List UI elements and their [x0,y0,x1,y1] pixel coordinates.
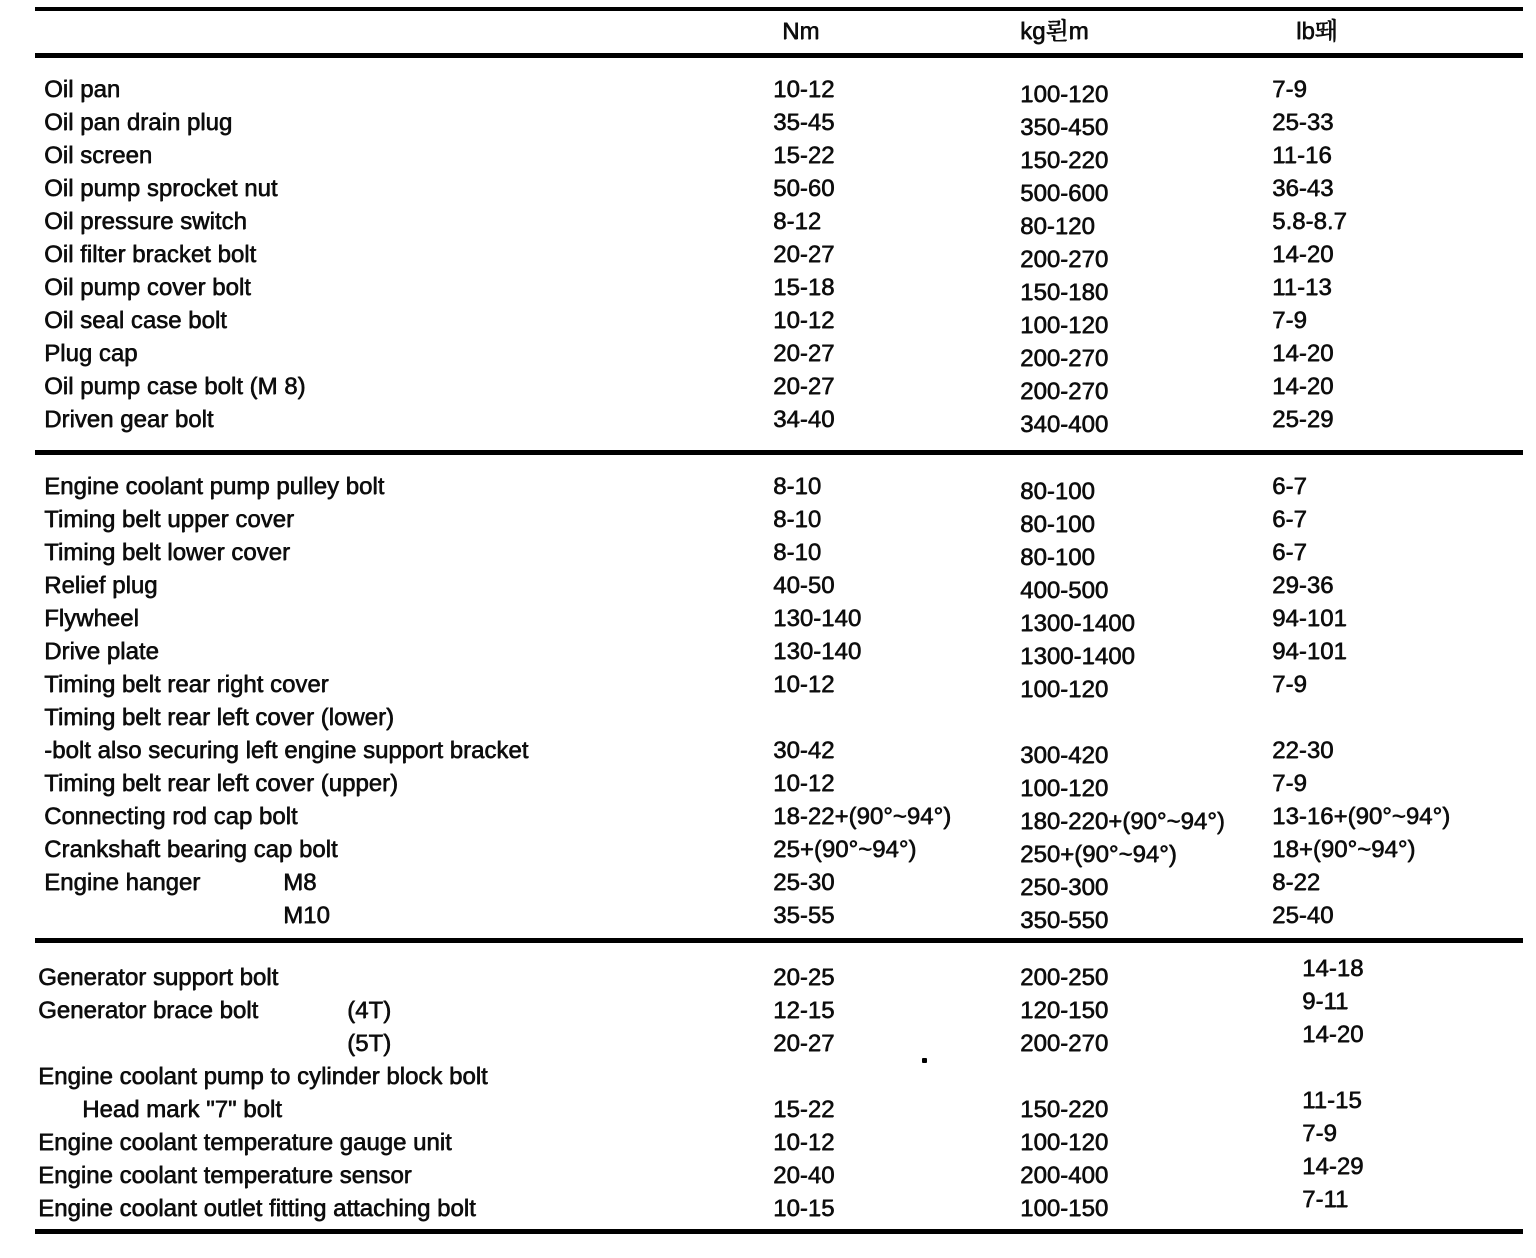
row-lbft: 9-11 [1302,988,1349,1015]
row-kgm: 200-270 [1020,1030,1109,1057]
table-row [35,172,1523,205]
table-row [35,271,1523,304]
row-nm: 35-45 [773,109,835,136]
row-kgm: 350-450 [1020,114,1109,141]
table-row [35,1186,1523,1225]
table-row [35,205,1523,238]
row-item: Engine coolant pump to cylinder block bolt [38,1063,488,1090]
header-nm: Nm [782,18,820,45]
row-lbft: 22-30 [1272,737,1334,764]
row-kgm: 100-120 [1020,676,1109,703]
row-kgm: 250-300 [1020,874,1109,901]
table-row [35,800,1523,833]
row-kgm: 300-420 [1020,742,1109,769]
row-lbft: 14-20 [1302,1021,1364,1048]
table-row [35,304,1523,337]
row-nm: 34-40 [773,406,835,433]
row-item: Timing belt upper cover [44,506,294,533]
row-item: Timing belt rear left cover (lower) [44,704,394,731]
table-row [35,701,1523,734]
row-item: Timing belt rear right cover [44,671,329,698]
row-kgm: 150-220 [1020,1096,1109,1123]
row-lbft: 94-101 [1272,638,1347,665]
row-item [35,866,770,899]
row-kgm: 100-150 [1020,1195,1109,1222]
table-row [35,337,1523,370]
row-kgm: 350-550 [1020,907,1109,934]
header-item [35,11,770,53]
row-lbft: 11-13 [1272,274,1332,301]
row-lbft: 36-43 [1272,175,1334,202]
row-lbft: 25-29 [1272,406,1334,433]
row-lbft: 94-101 [1272,605,1347,632]
row-nm: 10-12 [773,307,835,334]
row-item [35,994,770,1027]
row-kgm: 200-270 [1020,378,1109,405]
row-lbft: 7-9 [1272,307,1307,334]
row-item: Flywheel [44,605,139,632]
row-item: Plug cap [44,340,138,367]
row-kgm: 100-120 [1020,81,1109,108]
row-kgm [1020,1060,1270,1093]
row-kgm: 80-120 [1020,213,1095,240]
row-nm: 20-27 [773,1030,835,1057]
row-nm: 20-27 [773,373,835,400]
row-kgm: 250+(90°~94°) [1020,841,1177,868]
row-kgm: 100-120 [1020,312,1109,339]
row-item: Drive plate [44,638,159,665]
header-lbft: lb뙈 [1296,18,1338,45]
row-lbft: 25-40 [1272,902,1334,929]
scan-speck [922,1058,927,1063]
row-kgm: 150-180 [1020,279,1109,306]
row-kgm: 200-270 [1020,246,1109,273]
row-item: Engine coolant pump pulley bolt [44,473,385,500]
row-item-sublabel: M10 [283,902,330,929]
row-lbft: 29-36 [1272,572,1334,599]
row-item [35,1093,770,1126]
row-item: Oil pump sprocket nut [44,175,278,202]
row-lbft: 14-20 [1272,373,1334,400]
row-nm: 15-22 [773,142,835,169]
table-header-row [35,11,1523,53]
row-lbft: 7-11 [1302,1186,1349,1213]
row-item: Engine coolant temperature gauge unit [38,1129,452,1156]
row-nm: 8-10 [773,473,822,500]
row-item: Oil seal case bolt [44,307,227,334]
row-kgm [1020,706,1270,739]
row-item: Engine coolant temperature sensor [38,1162,412,1189]
row-item [35,899,770,932]
row-lbft: 5.8-8.7 [1272,208,1347,235]
row-nm: 10-12 [773,671,835,698]
section-generator-coolant [35,943,1523,1229]
row-nm: 10-12 [773,76,835,103]
table-row [35,833,1523,866]
row-item: Oil pump case bolt (M 8) [44,373,306,400]
row-nm [770,701,1020,734]
section-timing [35,455,1523,938]
row-kgm: 400-500 [1020,577,1109,604]
row-lbft: 6-7 [1272,473,1307,500]
row-nm: 25-30 [773,869,835,896]
row-kgm: 1300-1400 [1020,610,1135,637]
row-item-label: Head mark "7" bolt [82,1096,282,1123]
row-nm: 35-55 [773,902,835,929]
row-lbft: 13-16+(90°~94°) [1272,803,1450,830]
row-lbft: 7-9 [1302,1120,1337,1147]
row-lbft: 11-16 [1272,142,1332,169]
row-kgm: 150-220 [1020,147,1109,174]
table-row [35,73,1523,106]
row-lbft [1270,1051,1523,1084]
row-item: Crankshaft bearing cap bolt [44,836,338,863]
row-item-label: Generator brace bolt [38,997,259,1024]
row-lbft: 7-9 [1272,671,1307,698]
row-item-sublabel: (5T) [347,1030,391,1057]
row-kgm: 200-400 [1020,1162,1109,1189]
row-nm: 15-18 [773,274,835,301]
bottom-rule [35,1229,1523,1234]
row-lbft: 11-15 [1302,1087,1362,1114]
row-nm: 130-140 [773,605,862,632]
table-row [35,403,1523,436]
row-nm: 20-40 [773,1162,835,1189]
row-item: Oil pan [44,76,121,103]
row-item: -bolt also securing left engine support bracket [44,737,529,764]
row-nm: 40-50 [773,572,835,599]
row-nm: 25+(90°~94°) [773,836,917,863]
row-kgm: 120-150 [1020,997,1109,1024]
row-nm: 30-42 [773,737,835,764]
table-row [35,370,1523,403]
row-lbft: 8-22 [1272,869,1321,896]
row-nm [770,1060,1020,1093]
row-nm: 50-60 [773,175,835,202]
row-nm: 8-10 [773,539,822,566]
table-row [35,536,1523,569]
table-row [35,470,1523,503]
table-row [35,734,1523,767]
row-kgm: 200-270 [1020,345,1109,372]
row-kgm: 500-600 [1020,180,1109,207]
table-row [35,503,1523,536]
table-row [35,569,1523,602]
row-kgm: 200-250 [1020,964,1109,991]
row-lbft: 25-33 [1272,109,1334,136]
row-kgm: 100-120 [1020,775,1109,802]
row-lbft: 14-29 [1302,1153,1364,1180]
table-row [35,866,1523,899]
row-item-label: Engine hanger [44,869,201,896]
row-item: Generator support bolt [38,964,279,991]
row-item: Oil pan drain plug [44,109,233,136]
row-kgm: 80-100 [1020,511,1095,538]
row-item: Oil pump cover bolt [44,274,251,301]
row-item: Oil screen [44,142,153,169]
row-item-sublabel: M8 [283,869,317,896]
row-nm: 10-12 [773,770,835,797]
table-row [35,139,1523,172]
row-item [35,1027,770,1060]
row-item-sublabel: (4T) [347,997,391,1024]
row-lbft: 7-9 [1272,76,1307,103]
row-item: Connecting rod cap bolt [44,803,298,830]
row-item: Timing belt rear left cover (upper) [44,770,398,797]
table-row [35,238,1523,271]
row-nm: 130-140 [773,638,862,665]
torque-spec-table [35,7,1523,1234]
row-lbft: 6-7 [1272,506,1307,533]
row-kgm: 340-400 [1020,411,1109,438]
row-lbft: 18+(90°~94°) [1272,836,1416,863]
section-oil [35,58,1523,450]
row-lbft [1270,701,1523,734]
row-nm: 15-22 [773,1096,835,1123]
table-row [35,635,1523,668]
row-item: Timing belt lower cover [44,539,290,566]
row-nm: 20-27 [773,340,835,367]
table-row [35,106,1523,139]
row-nm: 10-12 [773,1129,835,1156]
row-nm: 20-25 [773,964,835,991]
row-kgm: 80-100 [1020,478,1095,505]
row-kgm: 100-120 [1020,1129,1109,1156]
row-lbft: 6-7 [1272,539,1307,566]
row-nm: 20-27 [773,241,835,268]
table-row [35,899,1523,932]
row-lbft: 14-20 [1272,340,1334,367]
row-item: Relief plug [44,572,158,599]
table-row [35,668,1523,701]
row-lbft: 14-18 [1302,955,1364,982]
row-kgm: 180-220+(90°~94°) [1020,808,1225,835]
table-row [35,767,1523,800]
row-nm: 10-15 [773,1195,835,1222]
row-kgm: 1300-1400 [1020,643,1135,670]
row-item: Oil filter bracket bolt [44,241,257,268]
row-lbft: 14-20 [1272,241,1334,268]
row-item: Engine coolant outlet fitting attaching bolt [38,1195,476,1222]
row-nm: 8-10 [773,506,822,533]
row-kgm: 80-100 [1020,544,1095,571]
row-nm: 8-12 [773,208,822,235]
header-kgm: kg뢴m [1020,18,1089,45]
row-lbft: 7-9 [1272,770,1307,797]
row-item: Oil pressure switch [44,208,247,235]
row-nm: 18-22+(90°~94°) [773,803,951,830]
row-nm: 12-15 [773,997,835,1024]
row-item: Driven gear bolt [44,406,214,433]
table-row [35,602,1523,635]
